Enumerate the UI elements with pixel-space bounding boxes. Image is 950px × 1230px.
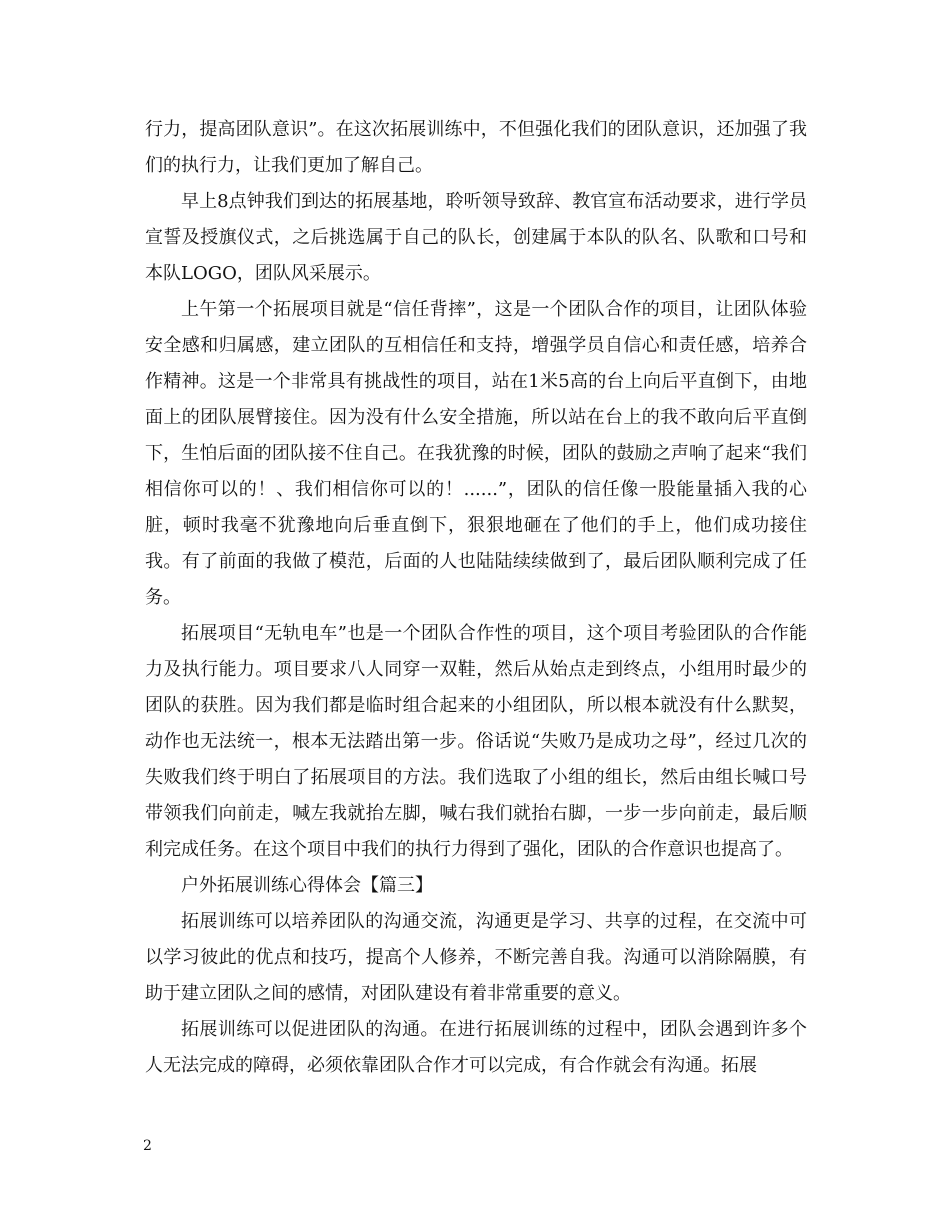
section-heading: 户外拓展训练心得体会【篇三】 [181,875,433,896]
paragraph-4: 拓展项目“无轨电车”也是一个团队合作性的项目，这个项目考验团队的合作能力及执行能力。项目要求八人同穿一双鞋，然后从始点走到终点，小组用时最少的团队的获胜。因为我们都是临时组合起来的小组团队，所以根本就没有什么默契，动作也无法统一，根本无法踏出第一步。俗话说“失败乃是成功之母”，经过几次的失败我们终于明白了拓展项目的方法。我们选取了小组的组长，然后由组长喊口号带领我们向前走，喊左我就抬左脚，喊右我们就抬右脚，一步一步向前走，最后顺利完成任务。在这个项目中我们的执行力得到了强化，团队的合作意识也提高了。 [145,623,807,860]
paragraph-2: 早上8点钟我们到达的拓展基地，聆听领导致辞、教官宣布活动要求，进行学员宣誓及授旗仪式，之后挑选属于自己的队长，创建属于本队的队名、队歌和口号和本队LOGO，团队风采展示。 [145,191,807,284]
paragraph-5: 拓展训练可以培养团队的沟通交流，沟通更是学习、共享的过程，在交流中可以学习彼此的优点和技巧，提高个人修养，不断完善自我。沟通可以消除隔膜，有助于建立团队之间的感情，对团队建设有着非常重要的意义。 [145,911,807,1004]
paragraph-1: 行力，提高团队意识”。在这次拓展训练中，不但强化我们的团队意识，还加强了我们的执行力，让我们更加了解自己。 [145,119,807,176]
page-number: 2 [143,1138,152,1154]
body-text [145,112,807,1084]
paragraph-6: 拓展训练可以促进团队的沟通。在进行拓展训练的过程中，团队会遇到许多个人无法完成的障碍，必须依靠团队合作才可以完成，有合作就会有沟通。拓展 [145,1019,807,1076]
paragraph-3: 上午第一个拓展项目就是“信任背摔”，这是一个团队合作的项目，让团队体验安全感和归属感，建立团队的互相信任和支持，增强学员自信心和责任感，培养合作精神。这是一个非常具有挑战性的项目，站在1米5高的台上向后平直倒下，由地面上的团队展臂接住。因为没有什么安全措施，所以站在台上的我不敢向后平直倒下，生怕后面的团队接不住自己。在我犹豫的时候，团队的鼓励之声响了起来“我们相信你可以的！、我们相信你可以的！......”，团队的信任像一股能量插入我的心脏，顿时我毫不犹豫地向后垂直倒下，狠狠地砸在了他们的手上，他们成功接住我。有了前面的我做了模范，后面的人也陆陆续续做到了，最后团队顺利完成了任务。 [145,299,807,608]
